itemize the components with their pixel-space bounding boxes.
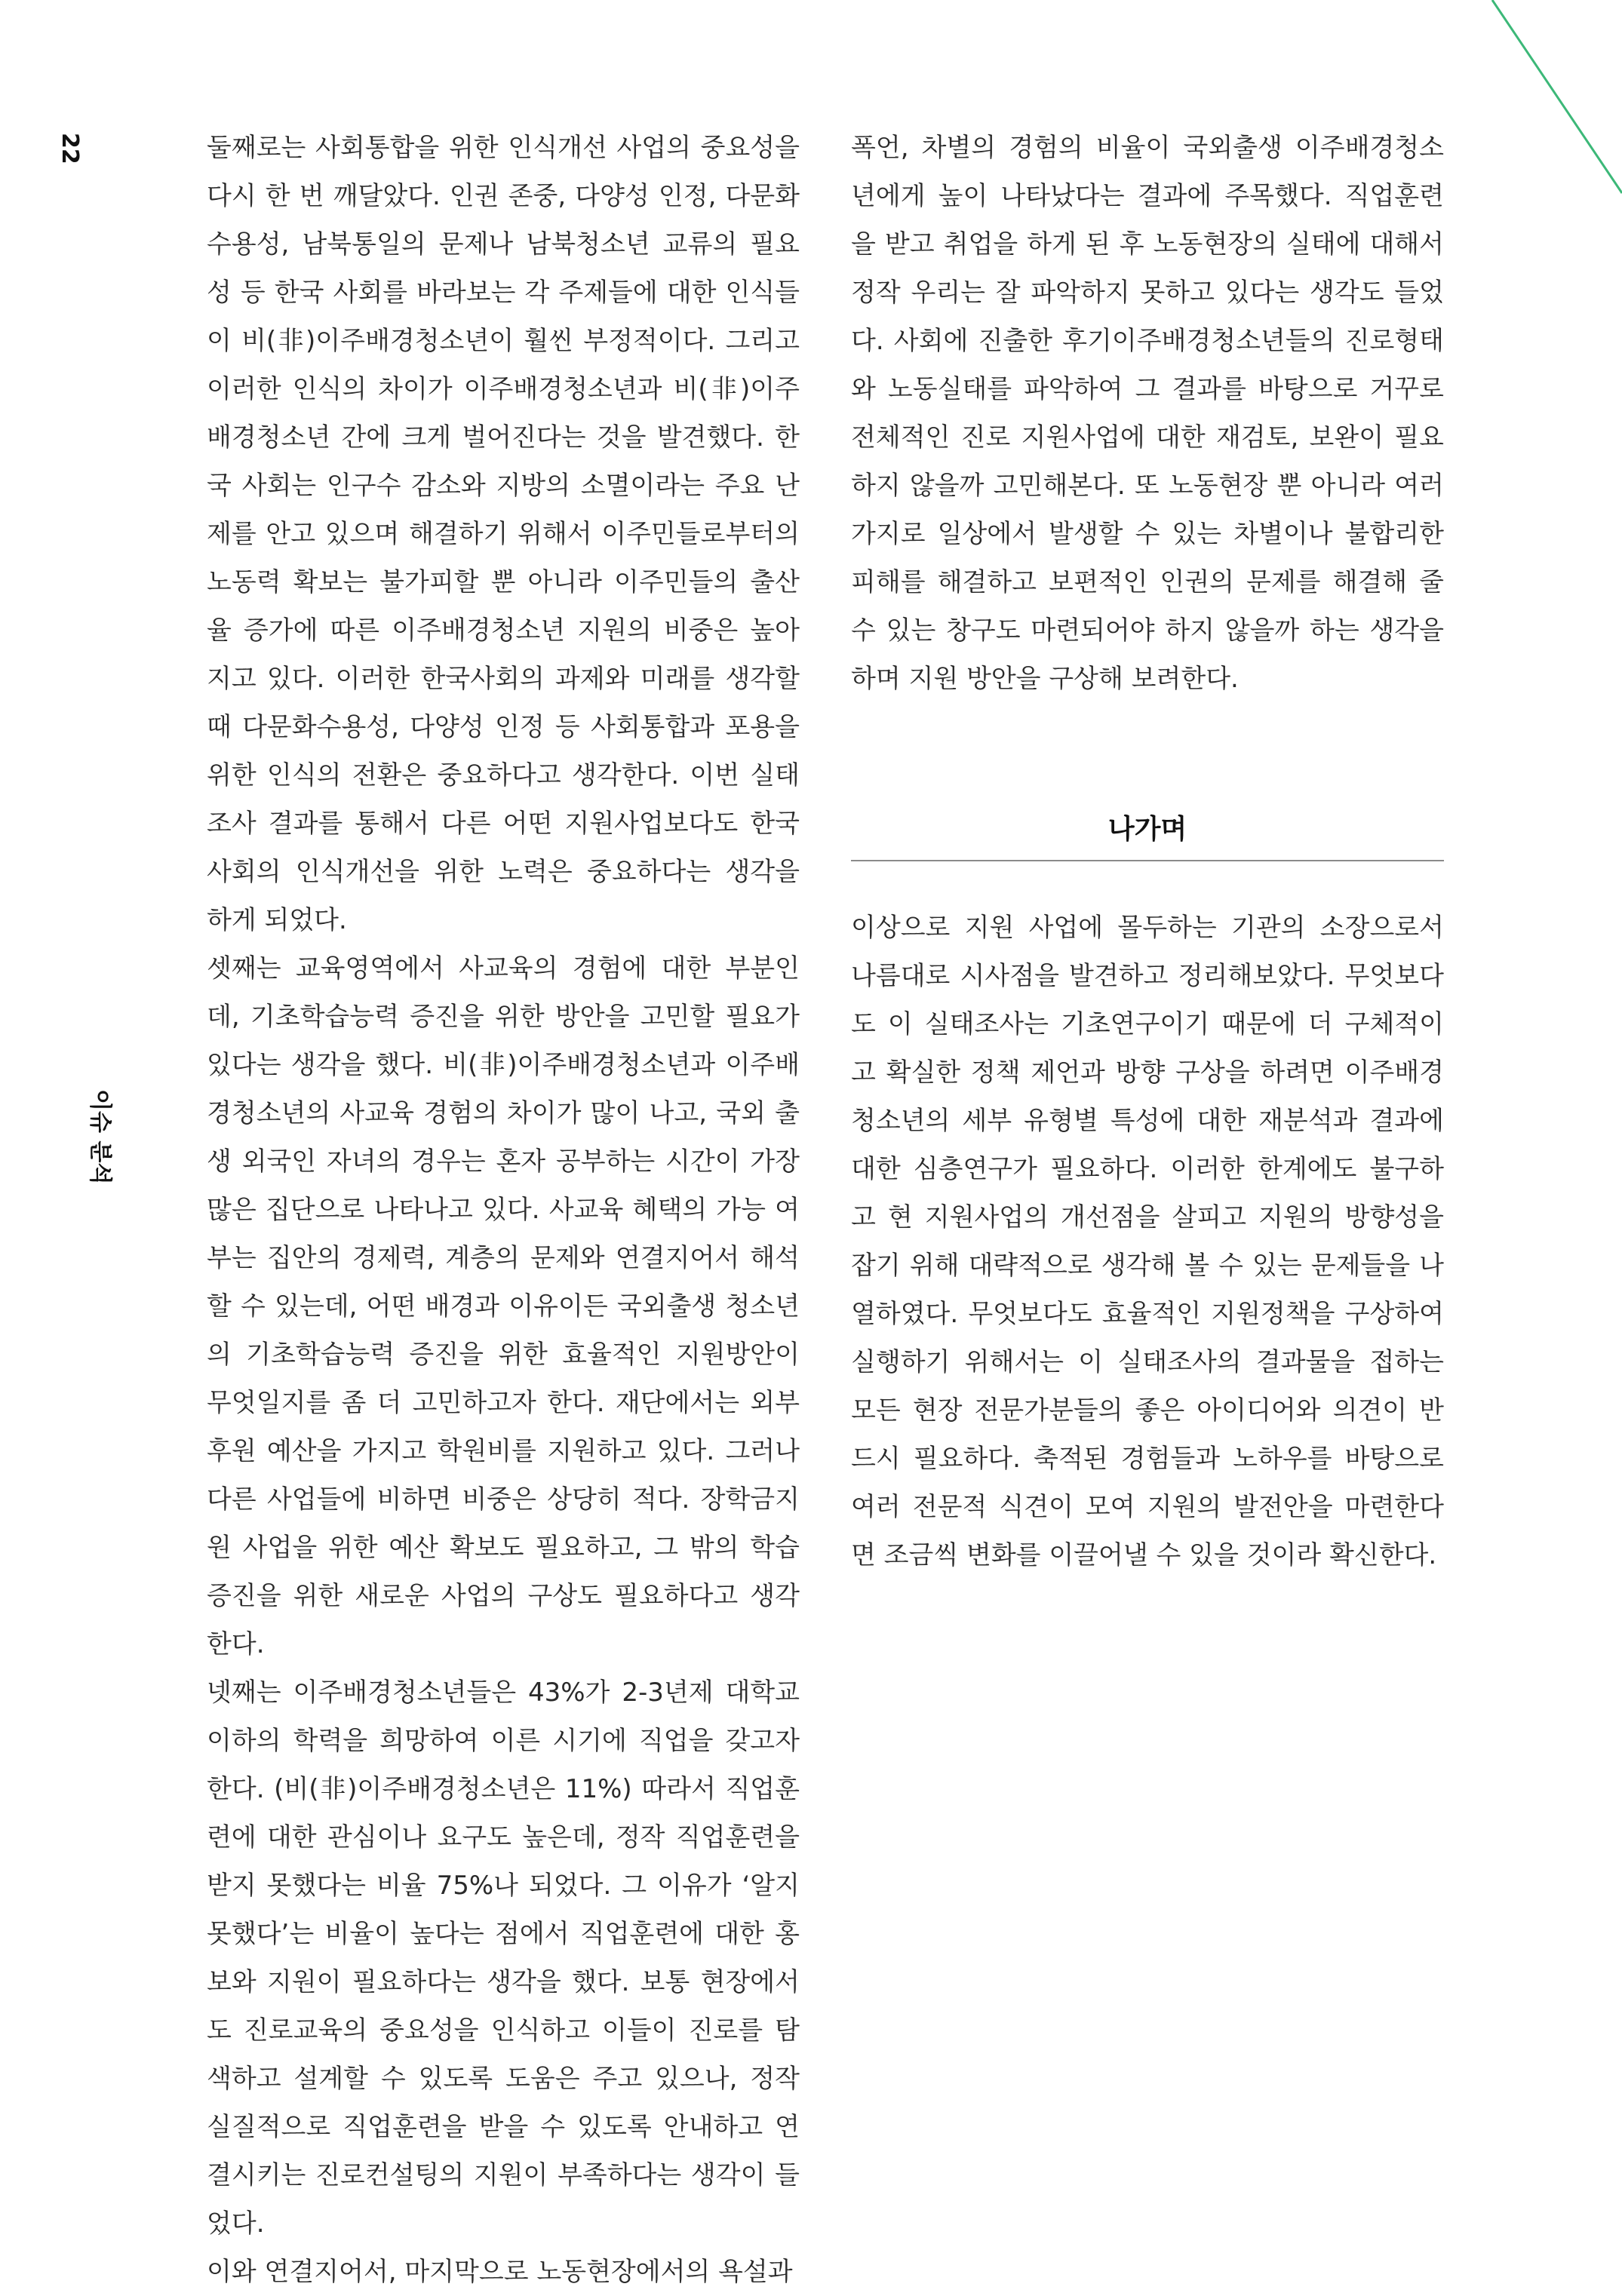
heading-divider: [851, 860, 1444, 861]
section-heading-title: 나가며: [1107, 814, 1187, 845]
paragraph: 둘째로는 사회통합을 위한 인식개선 사업의 중요성을 다시 한 번 깨달았다. 인권 존중, 다양성 인정, 다문화수용성, 남북통일의 문제나 남북청소년 교류의 필요성 등 한국 사회를 바라보는 각 주제들에 대한 인식들이 비(非)이주배경청소년이 훨씬 부정적이다. 그리고 이러한 인식의 차이가 이주배경청소년과 비(非)이주배경청소년 간에 크게 벌어진다는 것을 발견했다. 한국 사회는 인구수 감소와 지방의 소멸이라는 주요 난제를 안고 있으며 해결하기 위해서 이주민들로부터의 노동력 확보는 불가피할 뿐 아니라 이주민들의 출산율 증가에 따른 이주배경청소년 지원의 비중은 높아지고 있다. 이러한 한국사회의 과제와 미래를 생각할 때 다문화수용성, 다양성 인정 등 사회통합과 포용을 위한 인식의 전환은 중요하다고 생각한다. 이번 실태조사 결과를 통해서 다른 어떤 지원사업보다도 한국사회의 인식개선을 위한 노력은 중요하다는 생각을 하게 되었다.: [207, 133, 800, 935]
paragraph: 셋째는 교육영역에서 사교육의 경험에 대한 부분인데, 기초학습능력 증진을 위한 방안을 고민할 필요가 있다는 생각을 했다. 비(非)이주배경청소년과 이주배경청소년의 사교육 경험의 차이가 많이 나고, 국외 출생 외국인 자녀의 경우는 혼자 공부하는 시간이 가장 많은 집단으로 나타나고 있다. 사교육 혜택의 가능 여부는 집안의 경제력, 계층의 문제와 연결지어서 해석할 수 있는데, 어떤 배경과 이유이든 국외출생 청소년의 기초학습능력 증진을 위한 효율적인 지원방안이 무엇일지를 좀 더 고민하고자 한다. 재단에서는 외부후원 예산을 가지고 학원비를 지원하고 있다. 그러나 다른 사업들에 비하면 비중은 상당히 적다. 장학금지원 사업을 위한 예산 확보도 필요하고, 그 밖의 학습증진을 위한 새로운 사업의 구상도 필요하다고 생각한다.: [207, 953, 800, 1659]
paragraph: 이상으로 지원 사업에 몰두하는 기관의 소장으로서 나름대로 시사점을 발견하고 정리해보았다. 무엇보다도 이 실태조사는 기초연구이기 때문에 더 구체적이고 확실한 정책 제언과 방향 구상을 하려면 이주배경청소년의 세부 유형별 특성에 대한 재분석과 결과에 대한 심층연구가 필요하다. 이러한 한계에도 불구하고 현 지원사업의 개선점을 살피고 지원의 방향성을 잡기 위해 대략적으로 생각해 볼 수 있는 문제들을 나열하였다. 무엇보다도 효율적인 지원정책을 구상하여 실행하기 위해서는 이 실태조사의 결과물을 접하는 모든 현장 전문가분들의 좋은 아이디어와 의견이 반드시 필요하다. 축적된 경험들과 노하우를 바탕으로 여러 전문적 식견이 모여 지원의 발전안을 마련한다면 조금씩 변화를 이끌어낼 수 있을 것이라 확신한다.: [851, 913, 1444, 1570]
section-label: 이슈 분석: [87, 1089, 113, 1185]
paragraph: 폭언, 차별의 경험의 비율이 국외출생 이주배경청소년에게 높이 나타났다는 결과에 주목했다. 직업훈련을 받고 취업을 하게 된 후 노동현장의 실태에 대해서 정작 우리는 잘 파악하지 못하고 있다는 생각도 들었다. 사회에 진출한 후기이주배경청소년들의 진로형태와 노동실태를 파악하여 그 결과를 바탕으로 거꾸로 전체적인 진로 지원사업에 대한 재검토, 보완이 필요하지 않을까 고민해본다. 또 노동현장 뿐 아니라 여러 가지로 일상에서 발생할 수 있는 차별이나 불합리한 피해를 해결하고 보편적인 인권의 문제를 해결해 줄 수 있는 창구도 마련되어야 하지 않을까 하는 생각을 하며 지원 방안을 구상해 보려한다.: [851, 133, 1444, 694]
right-column-top: [851, 124, 1444, 703]
paragraph: 이와 연결지어서, 마지막으로 노동현장에서의 욕설과: [207, 2257, 793, 2287]
left-column: [207, 124, 800, 2296]
section-heading: [851, 804, 1444, 861]
paragraph: 넷째는 이주배경청소년들은 43%가 2-3년제 대학교 이하의 학력을 희망하여 이른 시기에 직업을 갖고자 한다. (비(非)이주배경청소년은 11%) 따라서 직업훈련에 대한 관심이나 요구도 높은데, 정작 직업훈련을 받지 못했다는 비율 75%나 되었다. 그 이유가 ‘알지 못했다’는 비율이 높다는 점에서 직업훈련에 대한 홍보와 지원이 필요하다는 생각을 했다. 보통 현장에서도 진로교육의 중요성을 인식하고 이들이 진로를 탐색하고 설계할 수 있도록 도움은 주고 있으나, 정작 실질적으로 직업훈련을 받을 수 있도록 안내하고 연결시키는 진로컨설팅의 지원이 부족하다는 생각이 들었다.: [207, 1677, 800, 2239]
right-column-bottom: [851, 904, 1444, 1579]
page-number: 22: [57, 133, 83, 164]
